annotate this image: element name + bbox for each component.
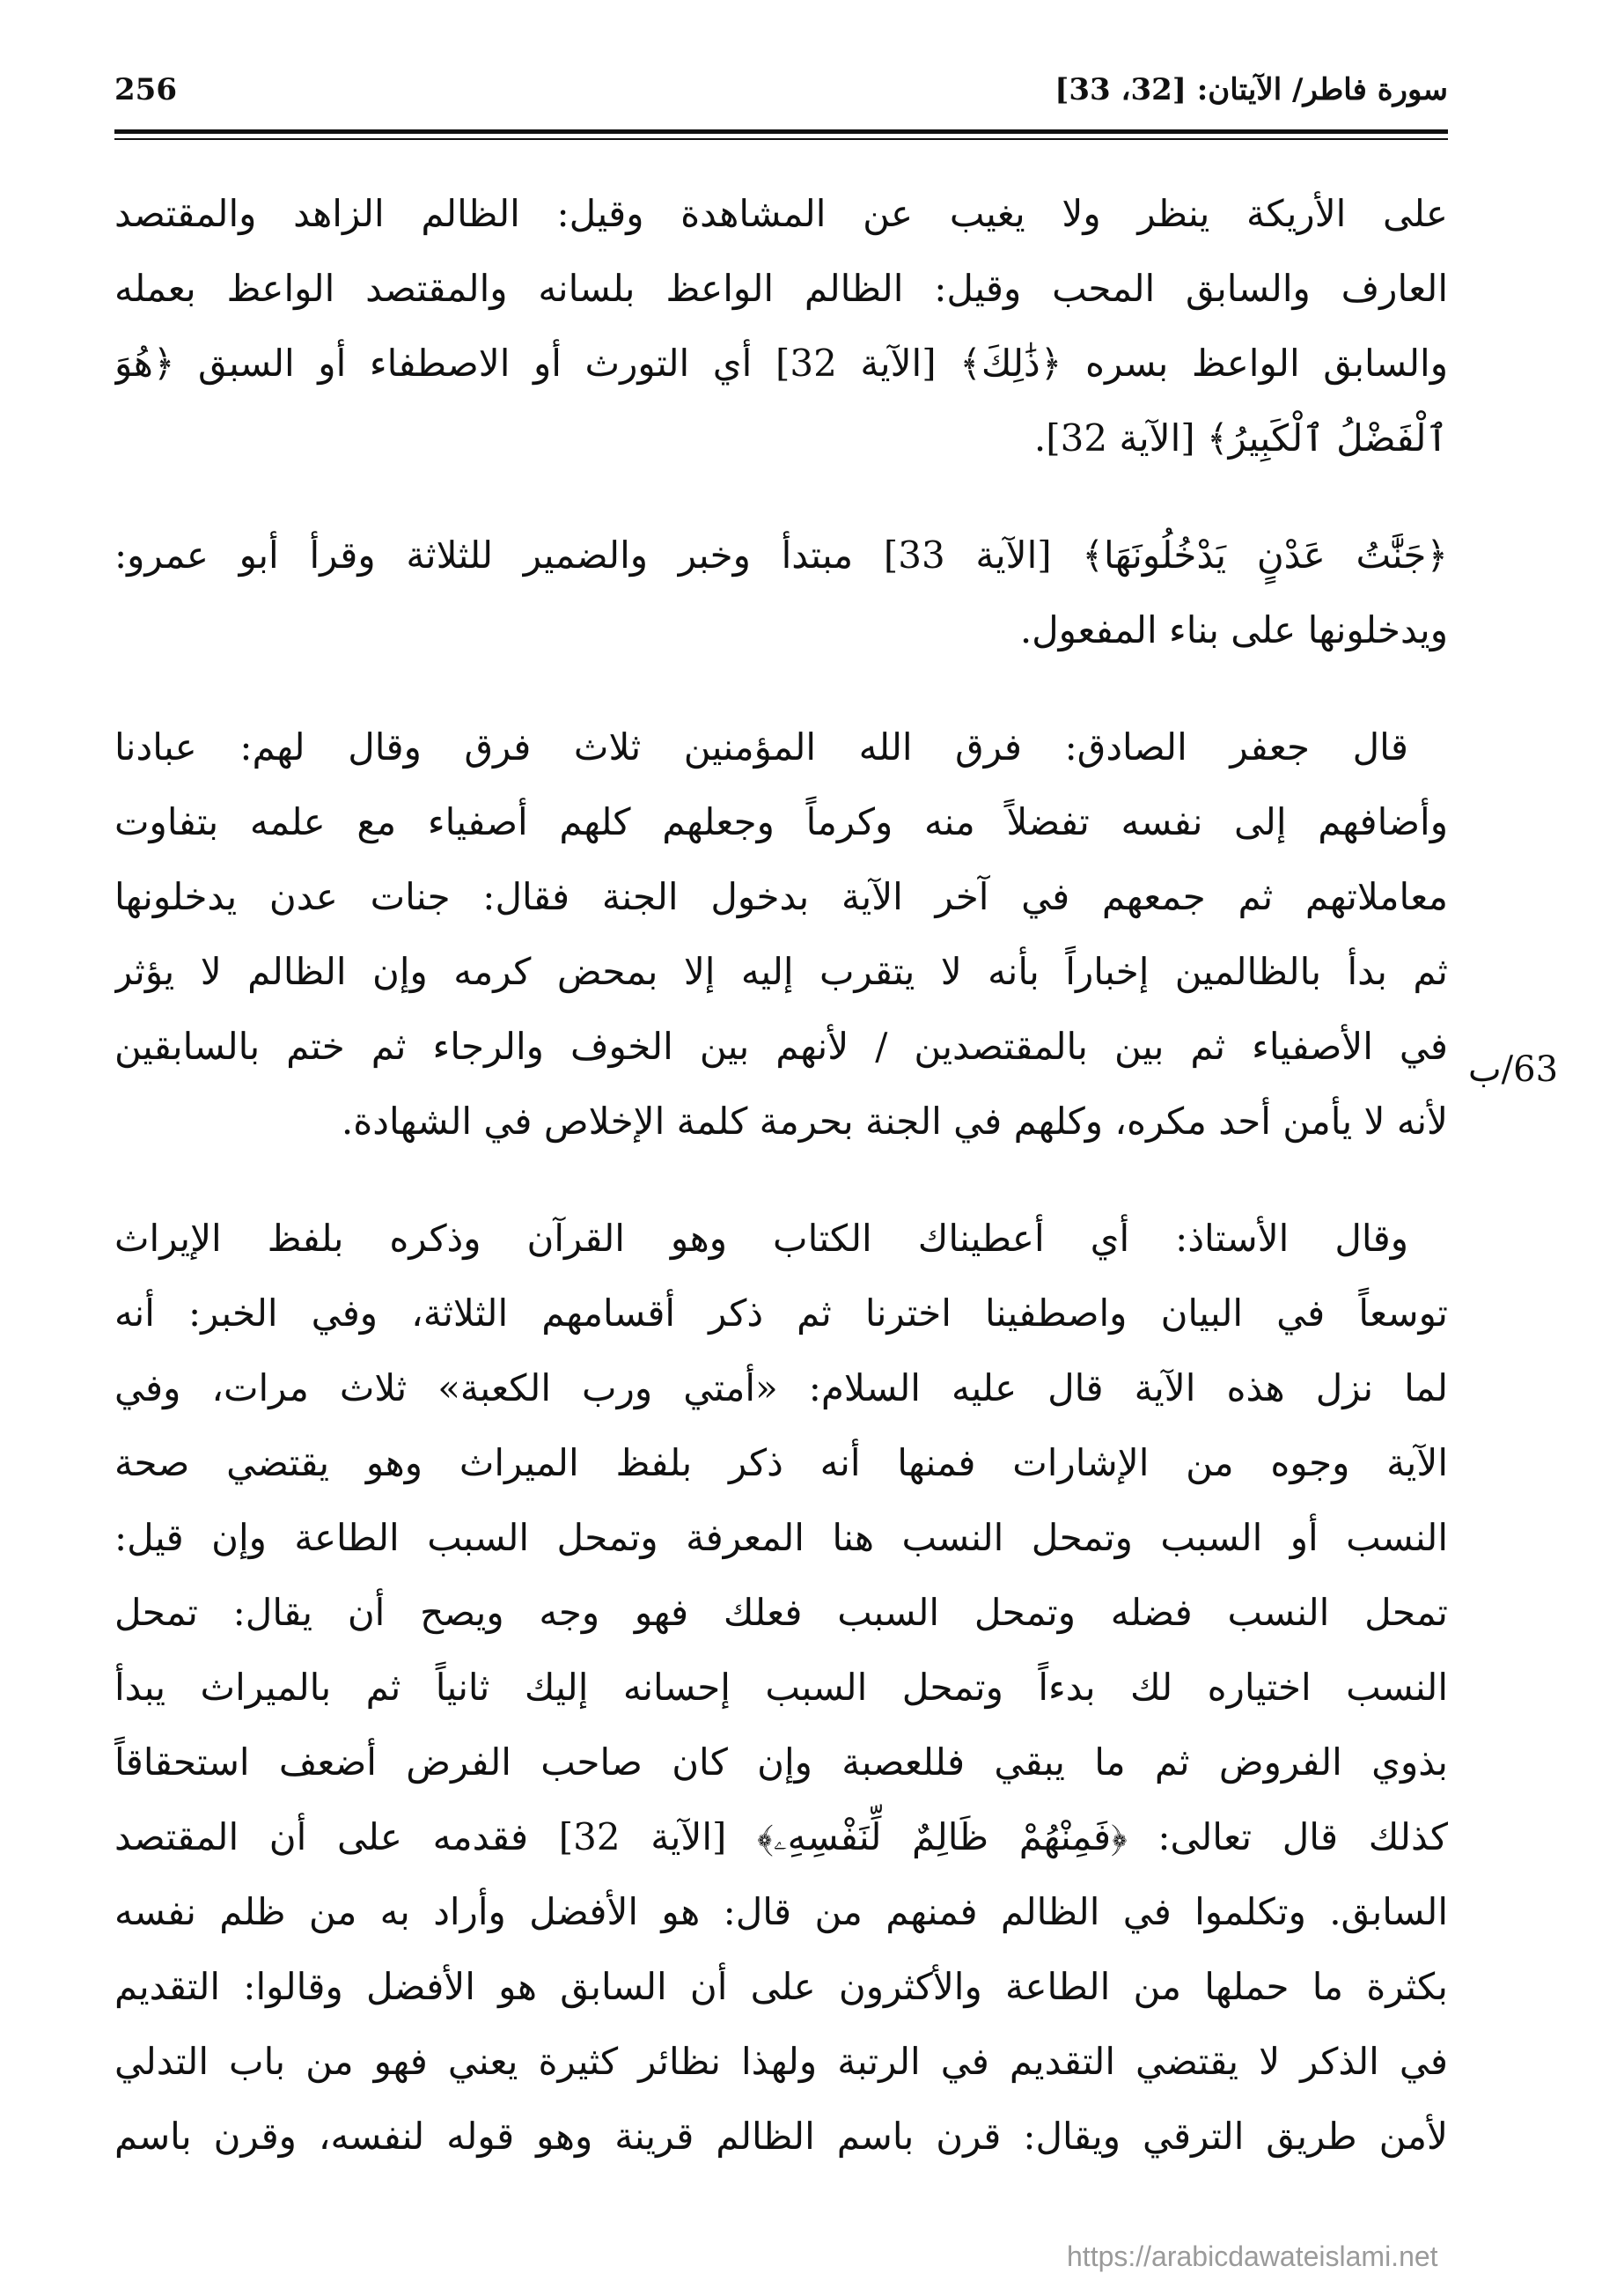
text-line: توسعاً في البيان واصطفينا اخترنا ثم ذكر أقسامهم الثلاثة، وفي الخبر: أنه <box>114 1291 1448 1335</box>
text-line: والسابق الواعظ بسره ﴿ذَٰلِكَ﴾ [الآية 32] أي التورث أو الاصطفاء أو السبق ﴿هُوَ <box>114 342 1448 385</box>
text-line: وأضافهم إلى نفسه تفضلاً منه وكرماً وجعلهم كلهم أصفياء مع علمه بتفاوت <box>114 800 1448 843</box>
running-title: سورة فاطر/ الآيتان: [32، 33] <box>1054 72 1448 107</box>
header-rule-thin <box>114 138 1448 140</box>
text-line: ٱلْفَضْلُ ٱلْكَبِيرُ﴾ [الآية 32]. <box>1033 416 1448 460</box>
text-line: في الذكر لا يقتضي التقديم في الرتبة ولهذا نظائر كثيرة يعني فهو من باب التدلي <box>114 2040 1448 2083</box>
page-header <box>114 72 1448 125</box>
text-line: قال جعفر الصادق: فرق الله المؤمنين ثلاث فرق وقال لهم: عبادنا <box>114 725 1408 769</box>
page-number: 256 <box>114 72 177 107</box>
text-line: الآية وجوه من الإشارات فمنها أنه ذكر بلفظ الميراث وهو يقتضي صحة <box>114 1441 1448 1484</box>
text-line: ﴿جَنَّٰتُ عَدْنٍ يَدْخُلُونَهَا﴾ [الآية 33] مبتدأ وخبر والضمير للثلاثة وقرأ أبو عمرو: <box>114 533 1448 577</box>
text-line: النسب اختياره لك بدءاً وتمحل السبب إحسانه إليك ثانياً ثم بالميراث يبدأ <box>114 1666 1448 1709</box>
text-line: ويدخلونها على بناء المفعول. <box>1019 608 1448 651</box>
text-line: على الأريكة ينظر ولا يغيب عن المشاهدة وقيل: الظالم الزاهد والمقتصد <box>114 192 1448 235</box>
text-line: العارف والسابق المحب وقيل: الظالم الواعظ بلسانه والمقتصد الواعظ بعمله <box>114 267 1448 310</box>
text-line: كذلك قال تعالى: ﴿فَمِنْهُمْ ظَالِمٌ لِّنَفْسِهِۦ﴾ [الآية 32] فقدمه على أن المقتصد <box>114 1815 1448 1858</box>
paragraph <box>114 518 1448 667</box>
text-line: لما نزل هذه الآية قال عليه السلام: «أمتي ورب الكعبة» ثلاث مرات، وفي <box>114 1366 1448 1409</box>
text-line: ثم بدأ بالظالمين إخباراً بأنه لا يتقرب إليه إلا بمحض كرمه وإن الظالم لا يؤثر <box>114 950 1448 993</box>
main-text <box>114 176 1448 2216</box>
text-line: تمحل النسب فضله وتمحل السبب فعلك فهو وجه ويصح أن يقال: تمحل <box>114 1591 1448 1634</box>
margin-folio-note: 63/ب <box>1468 1049 1559 1090</box>
text-line: بذوي الفروض ثم ما يبقي فللعصبة وإن كان صاحب الفرض أضعف استحقاقاً <box>114 1740 1448 1784</box>
paragraph <box>114 176 1448 475</box>
paragraph <box>114 1201 1448 2174</box>
text-line: بكثرة ما حملها من الطاعة والأكثرون على أن السابق هو الأفضل وقالوا: التقديم <box>114 1965 1448 2008</box>
text-line: لأنه لا يأمن أحد مكره، وكلهم في الجنة بحرمة كلمة الإخلاص في الشهادة. <box>341 1100 1448 1143</box>
text-line: وقال الأستاذ: أي أعطيناك الكتاب وهو القرآن وذكره بلفظ الإيراث <box>114 1217 1408 1260</box>
text-line: لأمن طريق الترقي ويقال: قرن باسم الظالم قرينة وهو قوله لنفسه، وقرن باسم <box>114 2115 1448 2158</box>
watermark-url: https://arabicdawateislami.net <box>1067 2240 1438 2272</box>
text-line: السابق. وتكلموا في الظالم فمنهم من قال: هو الأفضل وأراد به من ظلم نفسه <box>114 1890 1448 1933</box>
text-line: في الأصفياء ثم بين بالمقتصدين / لأنهم بين الخوف والرجاء ثم ختم بالسابقين <box>114 1025 1448 1068</box>
header-rule-thick <box>114 129 1448 134</box>
text-line: معاملاتهم ثم جمعهم في آخر الآية بدخول الجنة فقال: جنات عدن يدخلونها <box>114 875 1448 918</box>
text-line: النسب أو السبب وتمحل النسب هنا المعرفة وتمحل السبب الطاعة وإن قيل: <box>114 1516 1448 1559</box>
paragraph <box>114 710 1448 1159</box>
